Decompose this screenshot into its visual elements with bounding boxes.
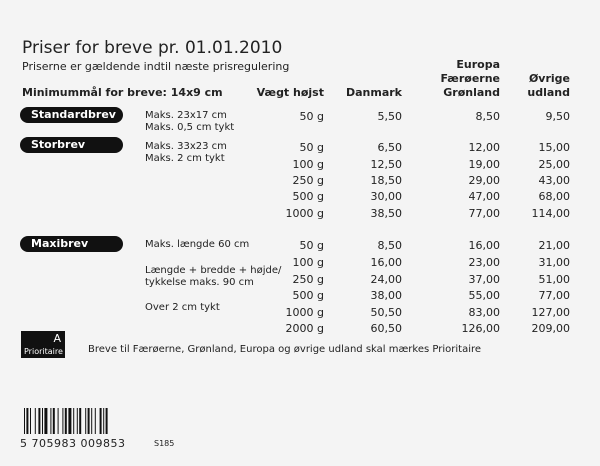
cell-other: 15,00 (538, 141, 570, 154)
barcode-bar (103, 408, 104, 434)
header-europe-line3: Grønland (443, 86, 500, 99)
page-title: Priser for breve pr. 01.01.2010 (22, 38, 283, 58)
cell-europe: 37,00 (468, 273, 500, 286)
barcode-bar (26, 408, 28, 434)
cell-other: 21,00 (538, 239, 570, 252)
cell-denmark: 24,00 (370, 273, 402, 286)
cell-denmark: 30,00 (370, 190, 402, 203)
header-weight: Vægt højst (256, 86, 324, 99)
group-badge-storbrev: Storbrev (20, 137, 123, 153)
cell-europe: 47,00 (468, 190, 500, 203)
group-desc-storbrev (145, 141, 227, 165)
barcode-code: S185 (154, 439, 175, 448)
cell-denmark: 18,50 (370, 174, 402, 187)
barcode-bar (38, 408, 40, 434)
desc-line: Maks. 33x23 cm (145, 141, 227, 152)
cell-other: 127,00 (531, 306, 570, 319)
cell-weight: 250 g (292, 174, 324, 187)
cell-europe: 29,00 (468, 174, 500, 187)
cell-weight: 50 g (299, 110, 324, 123)
cell-other: 209,00 (531, 322, 570, 335)
header-europe-line1: Europa (456, 58, 500, 71)
barcode-bar (100, 408, 102, 434)
prioritaire-note: Breve til Færøerne, Grønland, Europa og øvrige udland skal mærkes Prioritaire (88, 344, 482, 355)
header-europe-line2: Færøerne (440, 72, 500, 85)
desc-line: Maks. 23x17 cm (145, 110, 227, 121)
barcode-bar (58, 408, 59, 434)
prioritaire-text: Prioritaire (24, 347, 63, 356)
barcode-bar (79, 408, 81, 434)
prioritaire-label (21, 331, 65, 358)
cell-denmark: 8,50 (377, 239, 402, 252)
cell-other: 25,00 (538, 158, 570, 171)
header-other-line1: Øvrige (528, 72, 570, 85)
group-desc-standardbrev (145, 110, 234, 134)
barcode-bar (65, 408, 67, 434)
header-other (527, 72, 570, 100)
prioritaire-letter: A (53, 332, 61, 345)
minimum-size-note: Minimummål for breve: 14x9 cm (22, 86, 223, 99)
group-badge-maxibrev: Maxibrev (20, 236, 123, 252)
cell-weight: 100 g (292, 158, 324, 171)
cell-europe: 83,00 (468, 306, 500, 319)
cell-europe: 12,00 (468, 141, 500, 154)
barcode-bar (44, 408, 47, 434)
page-subtitle: Priserne er gældende indtil næste prisregulering (22, 60, 290, 73)
cell-other: 9,50 (545, 110, 570, 123)
cell-denmark: 38,50 (370, 207, 402, 220)
cell-weight: 1000 g (285, 306, 324, 319)
cell-weight: 100 g (292, 256, 324, 269)
barcode (24, 408, 142, 440)
cell-denmark: 60,50 (370, 322, 402, 335)
cell-denmark: 16,00 (370, 256, 402, 269)
desc-line: Længde + bredde + højde/ (145, 265, 282, 276)
cell-weight: 50 g (299, 141, 324, 154)
cell-other: 31,00 (538, 256, 570, 269)
cell-weight: 250 g (292, 273, 324, 286)
cell-europe: 16,00 (468, 239, 500, 252)
cell-other: 51,00 (538, 273, 570, 286)
barcode-bar (53, 408, 55, 434)
cell-europe: 8,50 (475, 110, 500, 123)
header-denmark: Danmark (345, 86, 402, 99)
barcode-bar (73, 408, 74, 434)
group-desc-maxibrev-thickness: Over 2 cm tykt (145, 302, 220, 313)
cell-weight: 1000 g (285, 207, 324, 220)
desc-line: tykkelse maks. 90 cm (145, 277, 254, 288)
desc-line: Maks. 0,5 cm tykt (145, 122, 235, 133)
cell-weight: 50 g (299, 239, 324, 252)
barcode-bar (35, 408, 36, 434)
cell-other: 43,00 (538, 174, 570, 187)
header-other-line2: udland (527, 86, 570, 99)
cell-denmark: 38,00 (370, 289, 402, 302)
group-badge-standardbrev: Standardbrev (20, 107, 123, 123)
cell-other: 77,00 (538, 289, 570, 302)
barcode-bar (62, 408, 63, 434)
header-europe (440, 58, 500, 100)
group-desc-maxibrev-length: Maks. længde 60 cm (145, 239, 250, 250)
cell-weight: 500 g (292, 289, 324, 302)
barcode-bar (88, 408, 90, 434)
cell-denmark: 50,50 (370, 306, 402, 319)
cell-europe: 19,00 (468, 158, 500, 171)
cell-other: 68,00 (538, 190, 570, 203)
cell-europe: 55,00 (468, 289, 500, 302)
barcode-bar (106, 408, 108, 434)
barcode-bar (24, 408, 25, 434)
desc-line: Maks. 2 cm tykt (145, 153, 225, 164)
barcode-bar (30, 408, 31, 434)
cell-denmark: 6,50 (377, 141, 402, 154)
barcode-bar (85, 408, 86, 434)
cell-europe: 23,00 (468, 256, 500, 269)
barcode-bar (42, 408, 43, 434)
cell-denmark: 12,50 (370, 158, 402, 171)
cell-weight: 2000 g (285, 322, 324, 335)
cell-europe: 77,00 (468, 207, 500, 220)
cell-denmark: 5,50 (377, 110, 402, 123)
barcode-bar (68, 408, 71, 434)
cell-other: 114,00 (531, 207, 570, 220)
barcode-bar (91, 408, 92, 434)
barcode-bar (77, 408, 78, 434)
barcode-bar (50, 408, 51, 434)
cell-weight: 500 g (292, 190, 324, 203)
barcode-bar (95, 408, 96, 434)
barcode-number: 5 705983 009853 (20, 437, 126, 450)
cell-europe: 126,00 (461, 322, 500, 335)
